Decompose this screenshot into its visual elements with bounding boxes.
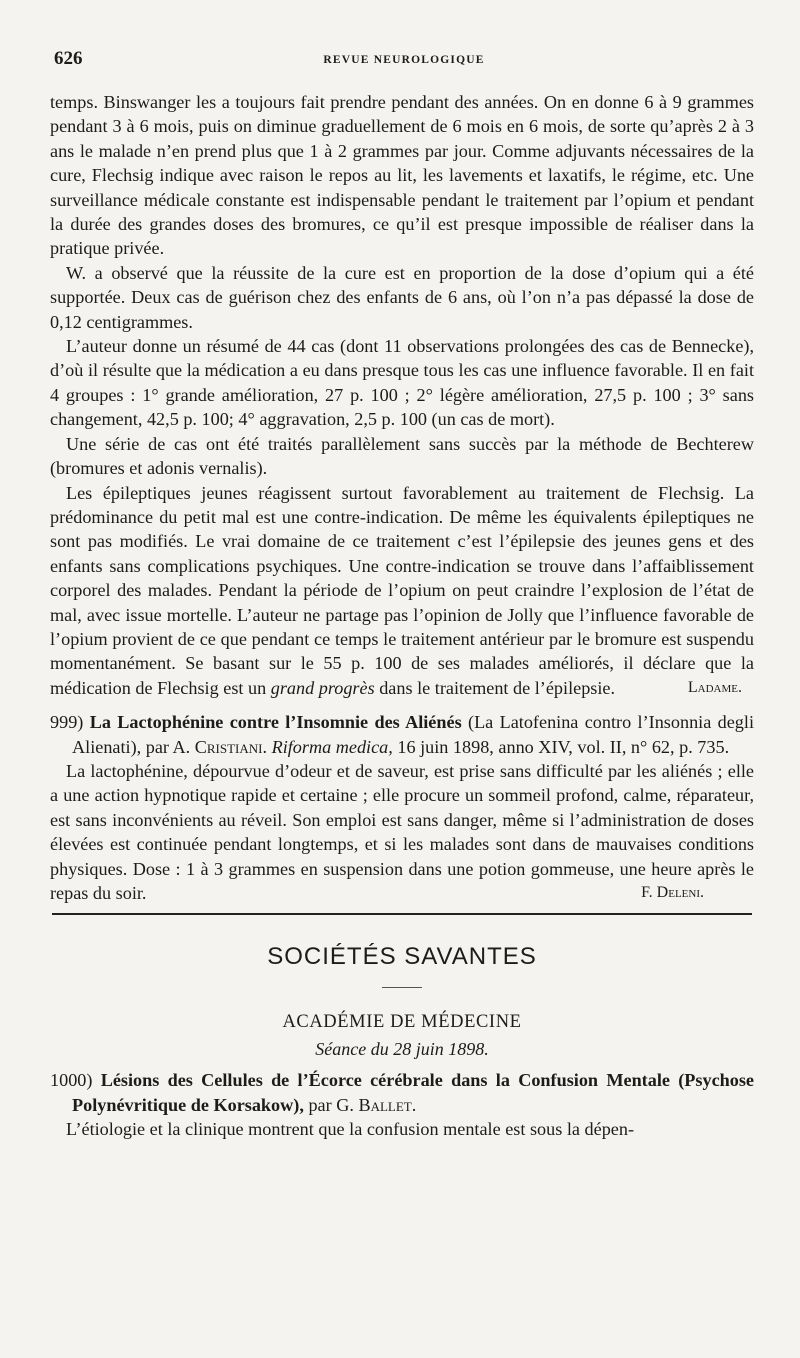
page-header xyxy=(54,48,754,72)
horizontal-rule xyxy=(52,913,752,915)
paragraph: W. a observé que la réussite de la cure est en proportion de la dose d’opium qui a été supportée. Deux cas de guérison chez des enfants de 6 ans, où l’on n’a pas dépassé la dose de 0,12 centigrammes. xyxy=(50,262,754,332)
section-underline xyxy=(382,987,422,988)
entry-number: 999) xyxy=(50,712,84,733)
paragraph-continuation: temps. Binswanger les a toujours fait prendre pendant des années. On en donne 6 à 9 grammes pendant 3 à 6 mois, puis on diminue graduellement de 6 mois en 6 mois, de sorte qu’après 2 à 3 ans le malade n’en prend plus que 1 à 2 grammes par jour. Comme adjuvants nécessaires de la cure, Flechsig indique avec raison le repos au lit, les lavements et laxatifs, le régime, etc. Une surveillance médicale constante est indispensable pendant le traitement par l’opium et pendant la durée des grandes doses des bromures, ce qu’il est presque impossible de réaliser dans la pratique privée. xyxy=(50,92,754,259)
paragraph-text-end: dans le traitement de l’épilepsie. xyxy=(379,677,616,698)
paragraph: L’auteur donne un résumé de 44 cas (dont 11 observations prolongées des cas de Bennecke), d’où il résulte que la médication a eu dans presque tous les cas une influence favorable. Il en fait 4 groupes : 1° grande amélioration, 27 p. 100 ; 2° légère amélioration, 27,5 p. 100 ; 3° sans changement, 42,5 p. 100; 4° aggravation, 2,5 p. 100 (un cas de mort). xyxy=(50,336,754,430)
entry-heading xyxy=(50,710,754,759)
running-title: REVUE NEUROLOGIQUE xyxy=(323,54,485,66)
entry-journal: Riforma medica, xyxy=(271,736,393,757)
academy-heading: ACADÉMIE DE MÉDECINE xyxy=(282,1012,522,1033)
entry-author: Ballet. xyxy=(358,1094,417,1115)
entry-title: La Lactophénine contre l’Insomnie des Aliénés xyxy=(89,712,462,733)
entry-body xyxy=(50,759,754,905)
emphasis-text: grand progrès xyxy=(270,677,375,698)
signature-deleni: F. Deleni. xyxy=(641,884,704,901)
entry-title: Lésions des Cellules de l’Écorce cérébrale dans la Confusion Mentale (Psychose Polynévritique de Korsakow), xyxy=(72,1070,755,1115)
section-divider xyxy=(50,913,754,915)
page-body xyxy=(50,90,754,1142)
seance-date: Séance du 28 juin 1898. xyxy=(315,1039,489,1060)
paragraph-text: Les épileptiques jeunes réagissent surtout favorablement au traitement de Flechsig. La prédominance du petit mal est une contre-indication. De même les équivalents épileptiques ne sont pas modifiés. Le vrai domaine de ce traitement c’est l’épilepsie des jeunes gens et des enfants sans complications psychiques. Une contre-indication se trouve dans l’affaiblissement corporel des malades. Pendant la période de l’opium on peut craindre l’explosion de l’état de mal, avec issue mortelle. L’auteur ne partage pas l’opinion de Jolly que l’influence favorable de l’opium provient de ce que pendant ce temps le traitement antérieur par le bromure est suspendu momentanément. Se basant sur le 55 p. 100 de ses malades améliorés, il déclare que la médication de Flechsig est un xyxy=(50,482,754,698)
journal-page xyxy=(50,0,754,1358)
paragraph-final xyxy=(50,481,754,701)
entry-heading xyxy=(50,1068,754,1117)
page-number: 626 xyxy=(54,48,83,69)
paragraph: Une série de cas ont été traités parallèlement sans succès par la méthode de Bechterew (bromures et adonis vernalis). xyxy=(50,433,754,479)
entry-999 xyxy=(50,710,754,905)
entry-subtitle: (La Latofenina contro l’Insonnia degli Alienati), par A. xyxy=(72,712,755,757)
entry-number: 1000) xyxy=(50,1070,93,1091)
entry-1000 xyxy=(50,1068,754,1141)
entry-byline: par G. xyxy=(308,1094,354,1115)
entry-body: L’étiologie et la clinique montrent que la confusion mentale est sous la dépen- xyxy=(66,1119,635,1140)
entry-author: Cristiani. xyxy=(194,736,268,757)
entry-body-text: La lactophénine, dépourvue d’odeur et de saveur, est prise sans difficulté par les aliénés ; elle a une action hypnotique rapide et certaine ; elle procure un sommeil profond, calme, réparateur, est sans inconvénients au réveil. Son emploi est sans danger, même si l’administration de doses élevées est continuée pendant longtemps, et si les malades sont dans de mauvaises conditions physiques. Dose : 1 à 3 grammes en suspension dans une potion gommeuse, une heure après le repas du soir. xyxy=(50,760,754,903)
entry-reference: 16 juin 1898, anno XIV, vol. II, n° 62, p. 735. xyxy=(397,736,730,757)
section-title: SOCIÉTÉS SAVANTES xyxy=(267,943,537,971)
signature-ladame: Ladame. xyxy=(687,678,742,696)
